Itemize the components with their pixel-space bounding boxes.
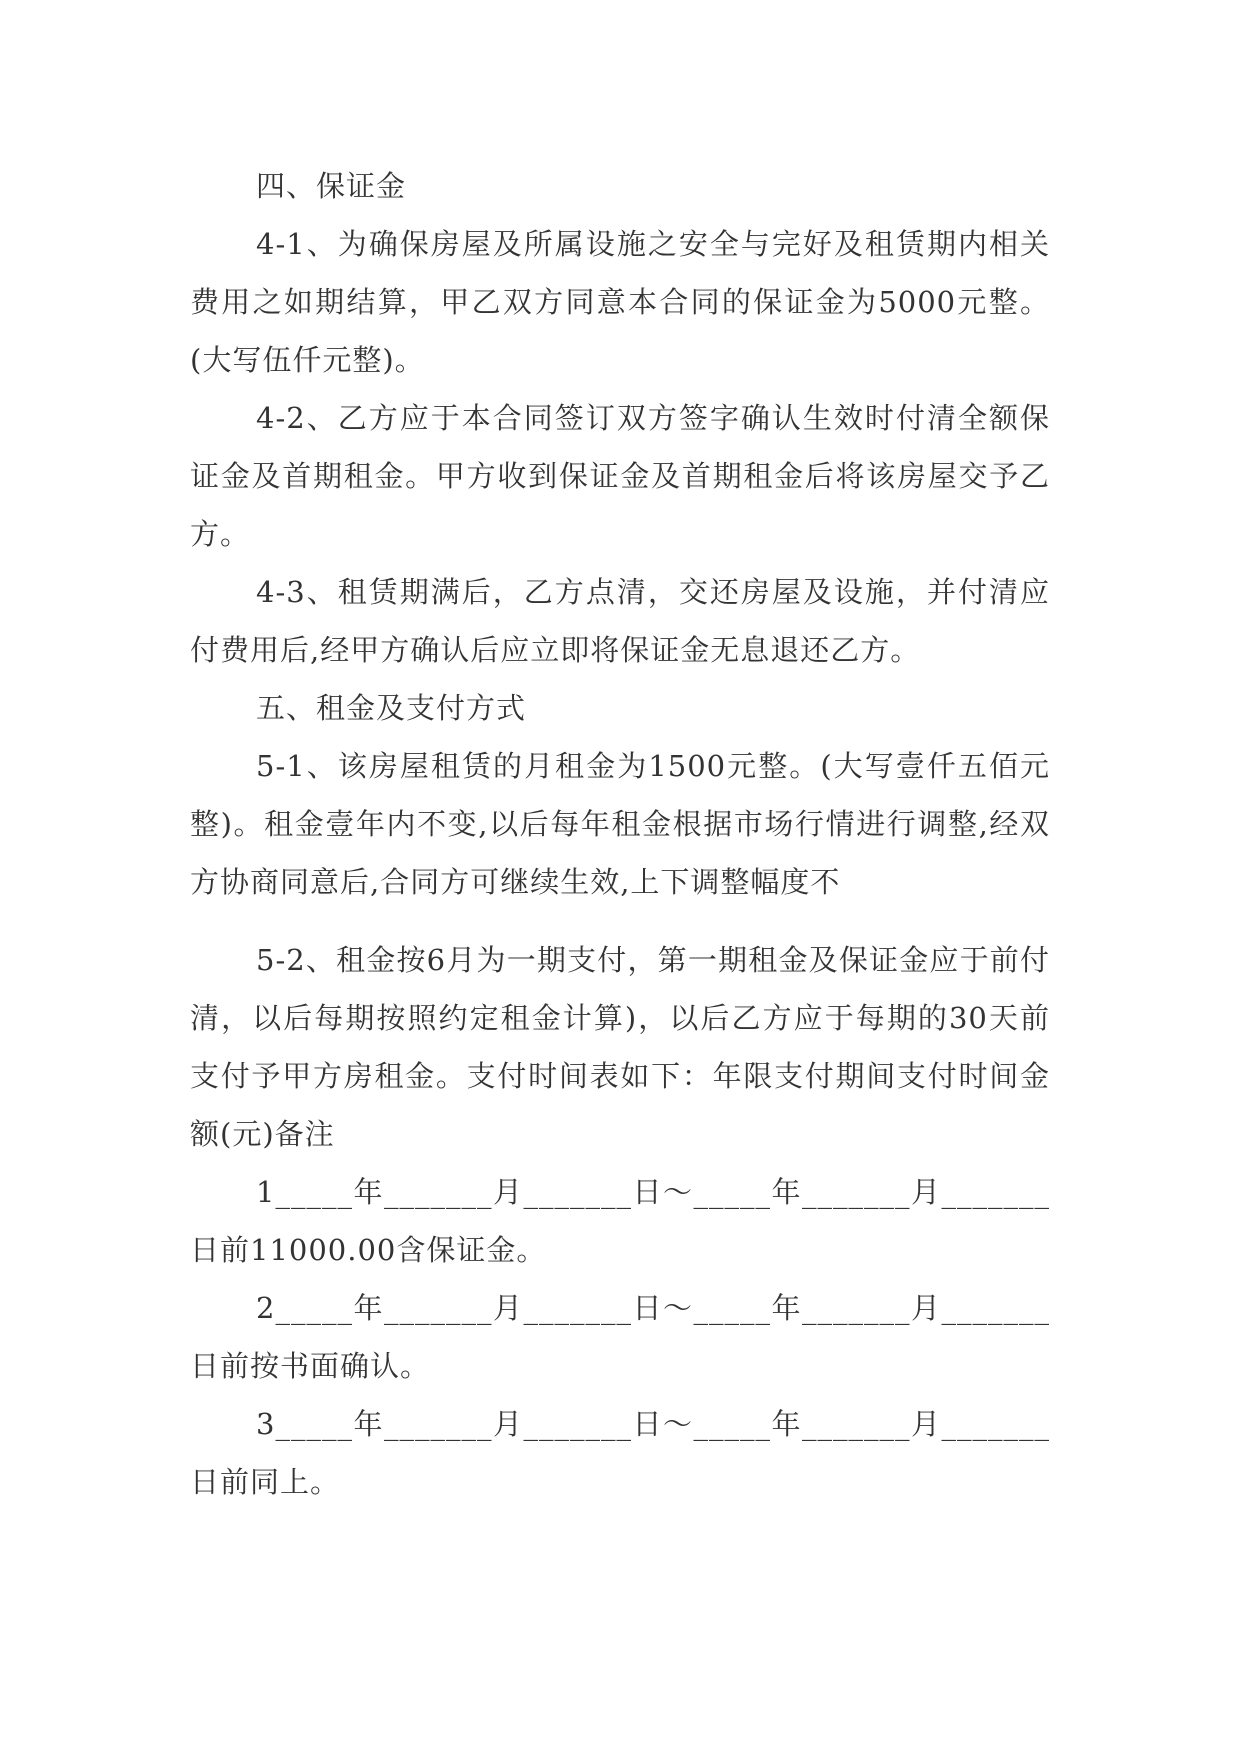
clause-4-1: 4-1、为确保房屋及所属设施之安全与完好及租赁期内相关费用之如期结算，甲乙双方同意本合同的保证金为5000元整。(大写伍仟元整)。 (190, 227, 1050, 377)
payment-row-3: 3_____年_______月_______日～_____年_______月_______日前同上。 (190, 1407, 1050, 1499)
clause-5-2: 5-2、租金按6月为一期支付，第一期租金及保证金应于前付清，以后每期按照约定租金计算)，以后乙方应于每期的30天前支付予甲方房租金。支付时间表如下：年限支付期间支付时间金额(元)备注 (190, 943, 1050, 1151)
payment-row-2: 2_____年_______月_______日～_____年_______月_______日前按书面确认。 (190, 1291, 1050, 1383)
clause-5-1: 5-1、该房屋租赁的月租金为1500元整。(大写壹仟五佰元整)。租金壹年内不变,以后每年租金根据市场行情进行调整,经双方协商同意后,合同方可继续生效,上下调整幅度不 (190, 749, 1050, 899)
payment-row-1: 1_____年_______月_______日～_____年_______月_______日前11000.00含保证金。 (190, 1175, 1050, 1267)
clause-4-3: 4-3、租赁期满后，乙方点清，交还房屋及设施，并付清应付费用后,经甲方确认后应立即将保证金无息退还乙方。 (190, 575, 1050, 667)
document-body (190, 157, 1050, 1511)
section-heading-rent-payment: 五、租金及支付方式 (256, 691, 527, 725)
clause-4-2: 4-2、乙方应于本合同签订双方签字确认生效时付清全额保证金及首期租金。甲方收到保证金及首期租金后将该房屋交予乙方。 (190, 401, 1050, 551)
section-heading-deposit: 四、保证金 (256, 169, 407, 203)
